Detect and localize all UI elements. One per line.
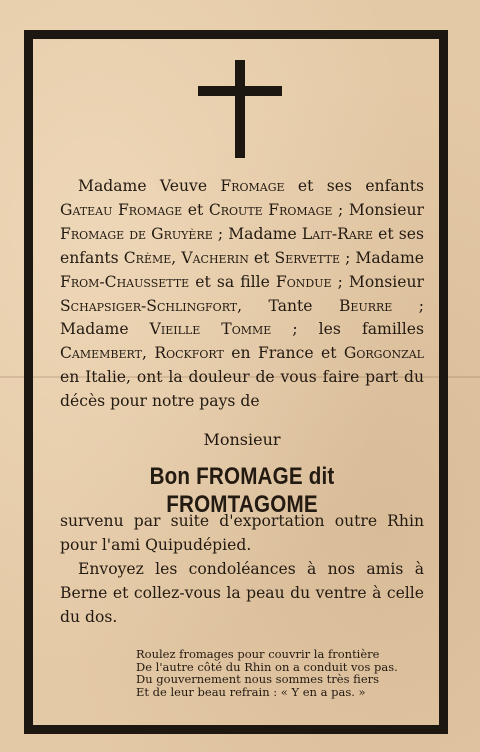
name-servette: Servette <box>274 248 340 267</box>
text-fragment: ; Madame <box>340 248 424 267</box>
text-fragment: et ses enfants <box>60 224 424 267</box>
closing-verse <box>136 648 436 698</box>
text-fragment: ; Madame <box>212 224 302 243</box>
name-from-chaussette: From-Chaussette <box>60 272 190 291</box>
verse-line: De l'autre côté du Rhin on a conduit vos pas. <box>136 659 398 674</box>
text-fragment: Madame Veuve <box>78 177 221 195</box>
deceased-name-heading: Bon FROMAGE dit FROMTAGOME <box>149 463 335 518</box>
name-fondue: Fondue <box>275 272 332 291</box>
text-fragment: ; Monsieur <box>331 272 425 291</box>
text-fragment: et ses enfants <box>284 177 424 195</box>
text-fragment: en Italie, ont la douleur de vous faire part du décès pour notre pays de <box>60 368 424 411</box>
verse-line: Et de leur beau refrain : « Y en a pas. » <box>136 684 366 699</box>
name-lait-rare: Lait-Rare <box>301 224 374 243</box>
verse-line: Du gouvernement nous sommes très fiers <box>136 672 380 687</box>
name-rockfort: Rockfort <box>154 344 224 363</box>
name-croute-fromage: Croute Fromage <box>208 200 333 219</box>
text-fragment: et <box>182 200 209 219</box>
text-fragment: en France et <box>223 344 344 363</box>
name-creme: Crème <box>123 248 172 267</box>
name-schapsiger: Schapsiger-Schlingfort <box>60 296 238 315</box>
name-vieille-tomme: Vieille Tomme <box>149 320 272 339</box>
text-fragment: , <box>141 344 155 363</box>
name-fromage-de-gruyere: Fromage de Gruyère <box>60 224 213 243</box>
text-fragment: et <box>248 248 275 267</box>
name-beurre: Beurre <box>338 296 393 315</box>
honorific-title: Monsieur <box>203 430 281 449</box>
announcement-paragraph <box>60 175 424 414</box>
name-fromage: Fromage <box>220 177 285 195</box>
name-gateau-fromage: Gateau Fromage <box>60 200 183 219</box>
name-gorgonzal: Gorgonzal <box>343 344 424 363</box>
name-camembert: Camembert <box>60 344 142 363</box>
text-fragment: ; Madame <box>60 296 424 339</box>
text-fragment: , Tante <box>237 296 339 315</box>
condolences-text: Envoyez les condoléances à nos amis à Berne et collez-vous la peau du ventre à celle du dos. <box>60 559 424 626</box>
cause-of-death-text: survenu par suite d'exportation outre Rhin pour l'ami Quipudépied. <box>60 512 424 554</box>
text-fragment: ; Monsieur <box>332 200 424 219</box>
text-fragment: ; les familles <box>271 320 425 339</box>
name-vacherin: Vacherin <box>181 248 249 267</box>
text-fragment: et sa fille <box>189 272 276 291</box>
verse-line: Roulez fromages pour couvrir la frontière <box>136 647 380 661</box>
text-fragment: , <box>171 248 182 267</box>
closing-paragraph <box>60 510 424 630</box>
cross-icon <box>198 60 282 158</box>
